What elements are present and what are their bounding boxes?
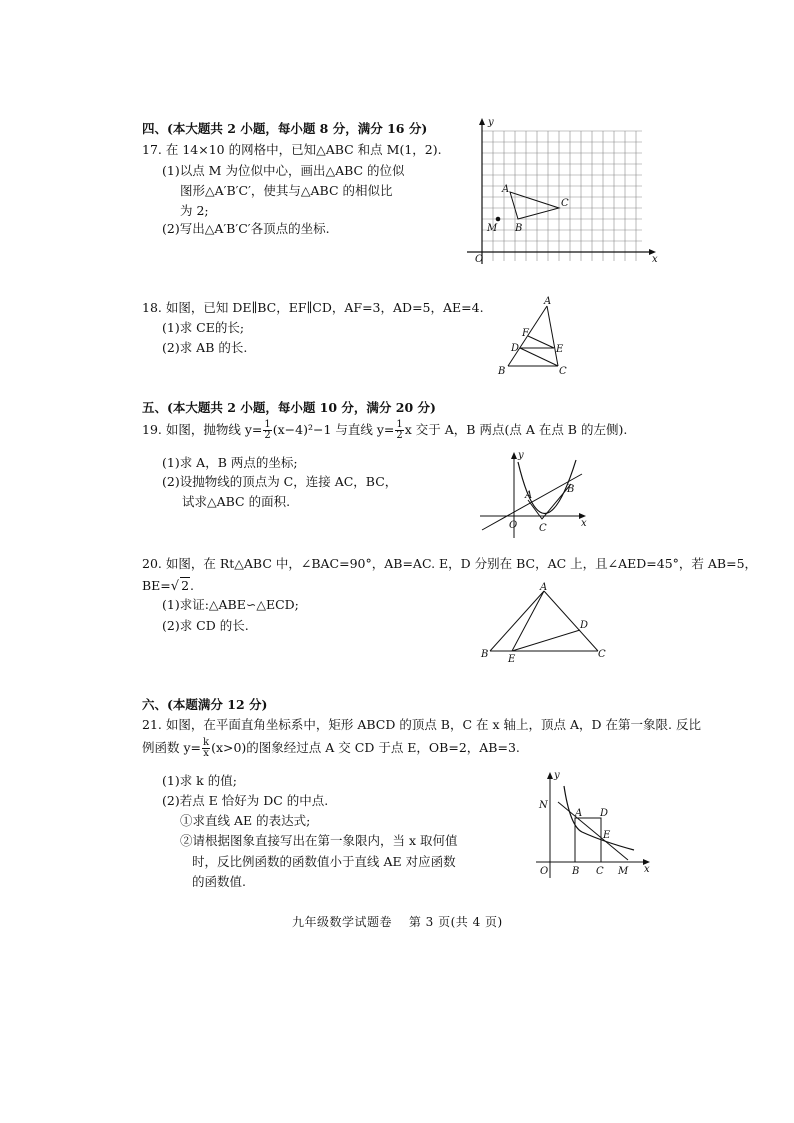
q17-stem: 17. 在 14×10 的网格中，已知△ABC 和点 M(1，2).: [142, 142, 442, 157]
q21-part2-2-line2: 时，反比例函数的函数值小于直线 AE 对应函数: [192, 854, 456, 869]
q17-triangle-abc: [510, 192, 559, 219]
q21-label-n: N: [539, 800, 548, 811]
q21-label-y: y: [554, 770, 560, 781]
q20-label-d: D: [580, 620, 589, 631]
section-5-header: 五、(本大题共 2 小题，每小题 10 分，满分 20 分): [142, 400, 436, 415]
q19-part1: (1)求 A，B 两点的坐标;: [162, 455, 298, 470]
q21-stem-part-a: 例函数 y=: [142, 740, 202, 755]
q17-grid-figure: [462, 116, 662, 266]
q21-stem-line1: 21. 如图，在平面直角坐标系中，矩形 ABCD 的顶点 B，C 在 x 轴上，顶点 A，D 在第一象限. 反比: [142, 717, 701, 732]
q21-label-x: x: [644, 864, 650, 875]
q18-segment-dc: [520, 348, 558, 366]
q21-y-arrow: [547, 772, 553, 779]
q19-fraction-1-den: 2: [264, 430, 271, 441]
q17-part1-line3: 为 2;: [180, 203, 209, 218]
q18-label-e: E: [556, 344, 564, 355]
q19-label-a: A: [525, 490, 533, 501]
q19-line: [482, 474, 582, 530]
q17-grid-lines: [482, 131, 642, 261]
q20-be-sqrt: 2: [181, 578, 190, 593]
q21-part1: (1)求 k 的值;: [162, 773, 237, 788]
q20-be: BE=√ 2.: [142, 578, 195, 594]
q21-label-a: A: [575, 808, 583, 819]
q19-part2-line1: (2)设抛物线的顶点为 C，连接 AC，BC，: [162, 474, 398, 489]
q20-be-suffix: .: [190, 578, 195, 593]
q17-part1-line1: (1)以点 M 为位似中心，画出△ABC 的位似: [162, 163, 405, 178]
q18-segment-fe: [528, 336, 554, 348]
q21-label-e: E: [603, 830, 611, 841]
q20-figure: [478, 582, 610, 664]
q21-part2-2-line1: ②请根据图象直接写出在第一象限内，当 x 取何值: [180, 833, 458, 848]
q18-segment-ac: [547, 306, 558, 366]
q17-label-y: y: [488, 117, 494, 128]
section-6-header: 六、(本题满分 12 分): [142, 697, 268, 712]
q21-fraction: [202, 738, 210, 759]
q17-part1-line2: 图形△A′B′C′，使其与△ABC 的相似比: [180, 183, 393, 198]
q21-label-b: B: [572, 866, 580, 877]
q21-figure: [532, 768, 656, 880]
q19-label-b: B: [567, 484, 575, 495]
q17-label-m: M: [487, 223, 498, 234]
q21-fraction-num: k: [203, 737, 210, 748]
q19-stem-part-a: 19. 如图，抛物线 y=: [142, 422, 263, 437]
q17-y-arrow: [479, 118, 485, 125]
q20-label-a: A: [540, 582, 548, 593]
q19-fraction-1: [263, 420, 271, 441]
q19-fraction-2-den: 2: [396, 430, 403, 441]
q19-figure: [478, 448, 590, 540]
q21-rectangle-abcd: [575, 818, 601, 862]
section-4-header: 四、(本大题共 2 小题，每小题 8 分，满分 16 分): [142, 121, 428, 136]
q18-label-b: B: [498, 366, 506, 377]
q19-label-c: C: [539, 523, 547, 534]
q17-label-o: O: [475, 254, 484, 265]
q19-part2-line2: 试求△ABC 的面积.: [182, 494, 291, 509]
q20-label-b: B: [481, 649, 489, 660]
q21-label-d: D: [600, 808, 609, 819]
q19-stem: [142, 420, 627, 441]
q17-label-c: C: [561, 198, 569, 209]
q21-label-o: O: [540, 866, 549, 877]
q21-fraction-den: x: [203, 748, 209, 759]
q17-label-x: x: [652, 254, 658, 265]
q19-label-x: x: [581, 518, 587, 529]
q20-part2: (2)求 CD 的长.: [162, 618, 249, 633]
q17-label-a: A: [502, 184, 510, 195]
q20-segment-ac: [544, 591, 598, 651]
q18-label-d: D: [511, 343, 520, 354]
q21-part2-1: ①求直线 AE 的表达式;: [180, 813, 311, 828]
q21-part2: (2)若点 E 恰好为 DC 的中点.: [162, 793, 329, 808]
q21-part2-2-line3: 的函数值.: [192, 874, 246, 889]
q17-label-b: B: [515, 223, 523, 234]
q21-label-c: C: [596, 866, 604, 877]
q18-stem: 18. 如图，已知 DE∥BC，EF∥CD，AF=3，AD=5，AE=4.: [142, 300, 484, 315]
q18-label-a: A: [544, 296, 552, 307]
q20-part1: (1)求证:△ABE∽△ECD;: [162, 597, 299, 612]
q20-stem: 20. 如图，在 Rt△ABC 中，∠BAC=90°，AB=AC. E，D 分别在 BC，AC 上，且∠AED=45°，若 AB=5，: [142, 556, 758, 571]
q18-figure: [492, 294, 582, 378]
q21-label-m: M: [618, 866, 629, 877]
q20-label-e: E: [508, 654, 516, 664]
page-footer: 九年级数学试题卷 第 3 页(共 4 页): [292, 915, 503, 929]
q19-triangle-abc: [528, 484, 571, 519]
q18-label-f: F: [522, 328, 529, 339]
q18-part1: (1)求 CE的长;: [162, 320, 245, 335]
q20-label-c: C: [598, 649, 606, 660]
q17-part2: (2)写出△A′B′C′各顶点的坐标.: [162, 221, 330, 236]
q21-line-ae: [558, 802, 628, 860]
q18-label-c: C: [559, 366, 567, 377]
q20-be-prefix: BE=: [142, 578, 171, 593]
q20-segment-ed: [512, 630, 580, 651]
q19-fraction-1-num: 1: [264, 419, 271, 430]
q19-y-arrow: [511, 452, 517, 459]
q19-stem-part-b: (x−4)²−1 与直线 y=: [272, 422, 395, 437]
q19-fraction-2-num: 1: [396, 419, 403, 430]
q21-stem-part-b: (x>0)的图象经过点 A 交 CD 于点 E，OB=2，AB=3.: [211, 740, 520, 755]
q19-label-o: O: [509, 520, 518, 531]
q19-label-y: y: [518, 450, 524, 461]
q17-point-m: [496, 217, 501, 222]
q19-fraction-2: [395, 420, 403, 441]
q21-stem-line2: [142, 738, 520, 759]
q19-stem-part-c: x 交于 A，B 两点(点 A 在点 B 的左侧).: [404, 422, 628, 437]
q18-part2: (2)求 AB 的长.: [162, 340, 248, 355]
